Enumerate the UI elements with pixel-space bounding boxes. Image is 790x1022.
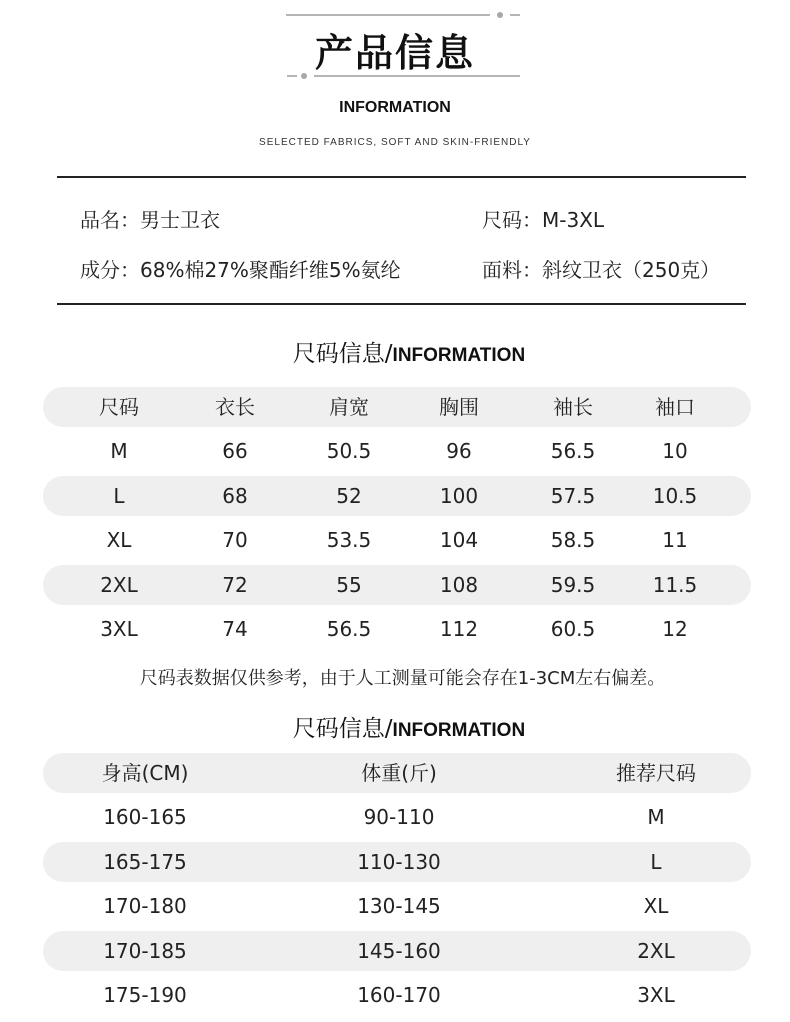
table-cell: 3XL <box>637 983 675 1007</box>
header-top-dash <box>510 14 520 16</box>
table-row <box>43 609 751 649</box>
table-cell: 53.5 <box>326 528 372 553</box>
table-cell: 160-170 <box>357 983 441 1007</box>
page-title: 产品信息 <box>314 31 475 75</box>
table-header-cell: 尺码 <box>99 395 139 419</box>
table-cell: 68 <box>222 483 248 508</box>
table-cell: L <box>113 483 125 508</box>
table-cell: 170-185 <box>103 938 187 963</box>
table-cell: M <box>110 439 128 464</box>
product-name: 品名：男士卫衣 <box>80 208 220 232</box>
table-header-cell: 体重(斤) <box>361 761 437 785</box>
table-header-row <box>43 387 751 427</box>
table-row <box>43 842 751 882</box>
table-cell: 11 <box>662 528 688 553</box>
table-cell: 74 <box>222 617 248 641</box>
table-cell: 66 <box>222 439 248 464</box>
page-tagline: SELECTED FABRICS, SOFT AND SKIN-FRIENDLY <box>259 137 531 148</box>
size-section-title-cn: 尺码信息/ <box>292 341 393 367</box>
table-cell: 57.5 <box>550 483 596 508</box>
table-header-cell: 袖口 <box>655 395 695 419</box>
table-cell: M <box>647 805 665 830</box>
table-row <box>43 565 751 605</box>
product-composition: 成分：68%棉27%聚酯纤维5%氨纶 <box>80 258 401 282</box>
table-cell: 59.5 <box>550 572 596 597</box>
page-subtitle: INFORMATION <box>339 99 451 116</box>
table-cell: 165-175 <box>103 849 187 874</box>
table-row <box>43 975 751 1015</box>
table-row <box>43 520 751 560</box>
table-row <box>43 797 751 837</box>
table-cell: 10 <box>662 439 688 464</box>
table-cell: 170-180 <box>103 894 187 919</box>
size-section-title <box>0 335 790 368</box>
table-cell: 70 <box>222 528 248 553</box>
table-header-row <box>43 753 751 793</box>
table-cell: 2XL <box>637 938 675 963</box>
recommend-section-title-cn: 尺码信息/ <box>292 716 393 742</box>
recommend-section-title <box>0 710 790 743</box>
info-top-rule <box>57 176 746 178</box>
recommend-section-title-en: INFORMATION <box>392 720 526 741</box>
table-cell: 10.5 <box>652 483 698 508</box>
table-header-cell: 推荐尺码 <box>616 761 696 785</box>
table-header-cell: 袖长 <box>553 395 593 419</box>
table-cell: XL <box>643 894 669 919</box>
header-top-dot <box>497 12 503 18</box>
table-cell: 56.5 <box>326 617 372 641</box>
table-cell: 56.5 <box>550 439 596 464</box>
table-header-cell: 肩宽 <box>329 395 369 419</box>
size-note: 尺码表数据仅供参考，由于人工测量可能会存在1-3CM左右偏差。 <box>139 668 666 689</box>
product-size-range: 尺码：M-3XL <box>482 208 605 232</box>
table-header-cell: 衣长 <box>215 395 255 419</box>
table-header-cell: 胸围 <box>439 395 479 419</box>
table-cell: XL <box>106 528 132 553</box>
table-cell: 55 <box>336 572 362 597</box>
table-cell: 130-145 <box>357 894 441 919</box>
header-top-line <box>286 14 490 16</box>
table-cell: 12 <box>662 617 688 641</box>
table-cell: 11.5 <box>652 572 698 597</box>
product-fabric: 面料：斜纹卫衣（250克） <box>482 258 721 282</box>
table-row <box>43 476 751 516</box>
table-cell: 108 <box>439 572 479 597</box>
table-cell: 72 <box>222 572 248 597</box>
table-cell: L <box>650 849 662 874</box>
table-cell: 110-130 <box>357 849 441 874</box>
table-cell: 52 <box>336 483 362 508</box>
size-section-title-en: INFORMATION <box>392 345 526 366</box>
table-row <box>43 931 751 971</box>
table-cell: 112 <box>439 617 479 641</box>
header-bottom-dash <box>287 75 297 77</box>
table-cell: 104 <box>439 528 479 553</box>
info-bottom-rule <box>57 303 746 305</box>
table-cell: 100 <box>439 483 479 508</box>
table-row <box>43 431 751 471</box>
table-cell: 2XL <box>100 572 138 597</box>
header-bottom-line <box>314 75 520 77</box>
table-row <box>43 886 751 926</box>
table-cell: 60.5 <box>550 617 596 641</box>
table-cell: 160-165 <box>103 805 187 830</box>
header-bottom-dot <box>301 73 307 79</box>
table-cell: 96 <box>446 439 472 464</box>
table-cell: 90-110 <box>363 805 435 830</box>
table-cell: 175-190 <box>103 983 187 1007</box>
table-cell: 3XL <box>100 617 138 641</box>
table-cell: 58.5 <box>550 528 596 553</box>
table-header-cell: 身高(CM) <box>101 761 189 785</box>
table-cell: 145-160 <box>357 938 441 963</box>
table-cell: 50.5 <box>326 439 372 464</box>
